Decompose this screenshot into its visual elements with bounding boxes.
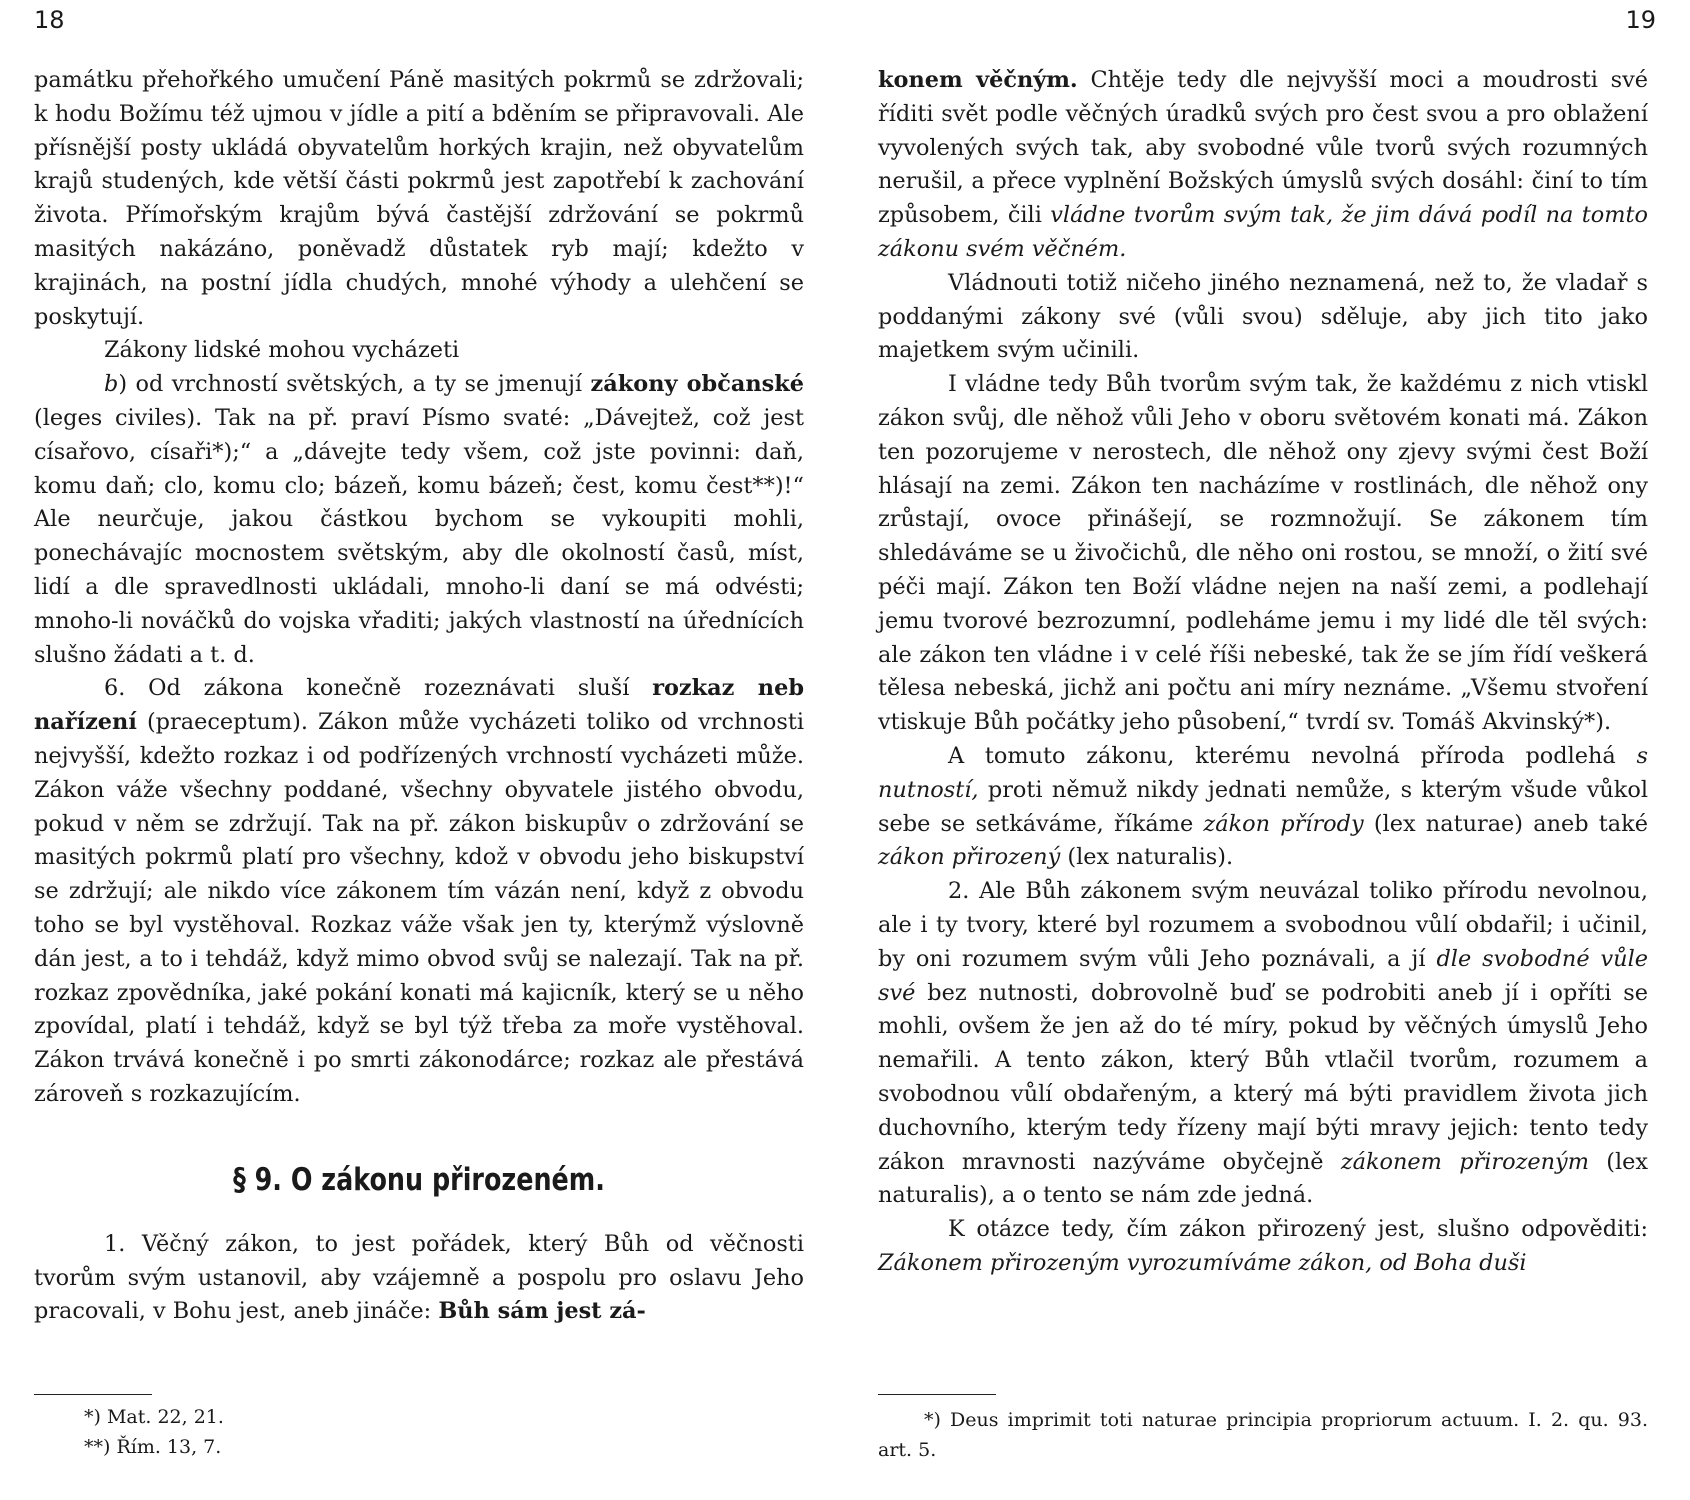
paragraph: 6. Od zákona konečně rozeznávati sluší rozkaz neb nařízení (praeceptum). Zákon může vycházeti toliko od vrchnosti nejvyšší, kdežto rozkaz i od podřízených vrchností vycházeti může. Zákon váže všechny poddané, všechny obyvatele jistého obvodu, pokud v něm se zdržují. Tak na př. zákon biskupův o zdržování se masitých pokrmů platí pro všechny, kdož v obvodu jeho biskupství se zdržují; ale nikdo více zákonem tím vázán není, když z obvodu toho se byl vystěhoval. Rozkaz váže však jen ty, kterýmž výslovně dán jest, a to i tehdáž, když mimo obvod svůj se nalezají. Tak na př. rozkaz zpovědníka, jaké pokání konati má kajicník, který se u něho zpovídal, platí i tehdáž, když se byl týž třeba za moře vystěhoval. Zákon trvává konečně i po smrti zákonodárce; rozkaz ale přestává zároveň s rozkazujícím. xyxy=(34,675,804,1107)
bold-term: konem věčným. xyxy=(878,67,1078,93)
paragraph: K otázce tedy, čím zákon přirozený jest, slušno odpověditi: Zákonem přirozeným vyrozumíváme zákon, od Boha duši xyxy=(878,1216,1648,1276)
paragraph: Zákony lidské mohou vycházeti xyxy=(104,337,460,364)
right-page-column xyxy=(878,64,1648,1281)
page-number-right: 19 xyxy=(1625,6,1656,34)
bold-term: zákony občanské xyxy=(590,371,804,398)
left-page-after-heading xyxy=(34,1228,804,1329)
footnote: **) Řím. 13, 7. xyxy=(84,1436,222,1458)
footnote-rule-left xyxy=(34,1394,152,1395)
footnotes-left xyxy=(34,1402,434,1462)
footnotes-right xyxy=(878,1405,1648,1465)
paragraph: památku přehořkého umučení Páně masitých pokrmů se zdržovali; k hodu Božímu též ujmou v jídle a pití a bděním se připravovali. Ale přísnější posty ukládá obyvatelům horkých krajin, než obyvatelům krajů studených, kde větší části pokrmů jest zapotřebí k zachování života. Přímořským krajům bývá častější zdržování se pokrmů masitých nakázáno, poněvadž důstatek ryb mají; kdežto v krajinách, na postní jídla chudých, mnohé výhody a ulehčení se poskytují. xyxy=(34,67,804,330)
paragraph: I vládne tedy Bůh tvorům svým tak, že každému z nich vtiskl zákon svůj, dle něhož vůli Jeho v oboru světovém konati má. Zákon ten pozorujeme v nerostech, dle něhož ony zjevy svými čest Boží hlásají na zemi. Zákon ten nacházíme v rostlinách, dle něhož ony zrůstají, ovoce přinášejí, se rozmnožují. Se zákonem tím shledáváme se u živočichů, dle něho oni rostou, se množí, o žití své péči mají. Zákon ten Boží vládne nejen na naší zemi, a podlehají jemu tvorové bezrozumní, podleháme jemu i my lidé dle těl svých: ale zákon ten vládne i v celé říši nebeské, tak že se jím řídí veškerá tělesa nebeská, jichž ani počtu ani míry neznáme. „Všemu stvoření vtiskuje Bůh počátky jeho působení,“ tvrdí sv. Tomáš Akvinský*). xyxy=(878,371,1648,736)
italic-term: s nutností, xyxy=(878,742,1648,803)
footnote-rule-right xyxy=(878,1394,996,1395)
bold-term: Bůh sám jest zá- xyxy=(438,1298,646,1325)
italic-term: dle svobodné vůle své xyxy=(878,945,1649,1006)
italic-term: vládne tvorům svým tak, že jim dává podíl na tomto zákonu svém věčném. xyxy=(878,202,1648,262)
footnote: *) Deus imprimit toti naturae principia propriorum actuum. I. 2. qu. 93. art. 5. xyxy=(878,1409,1648,1461)
paragraph: b) od vrchností světských, a ty se jmenují zákony občanské (leges civiles). Tak na př. praví Písmo svaté: „Dávejtež, což jest císařovo, císaři*);“ a „dávejte tedy všem, což jste povinni: daň, komu daň; clo, komu clo; bázeň, komu bázeň; čest, komu čest**)!“ Ale neurčuje, jakou částkou bychom se vykoupiti mohli, ponechávajíc mocnostem světským, aby dle okolností časů, míst, lidí a dle spravedlnosti ukládali, mnoho-li daní se má odvésti; mnoho-li nováčků do vojska vřaditi; jakých vlastností na úřednících slušno žádati a t. d. xyxy=(34,371,804,668)
italic-term: zákon přirozený xyxy=(878,844,1061,871)
paragraph: 2. Ale Bůh zákonem svým neuvázal toliko přírodu nevolnou, ale i ty tvory, které byl rozumem a svobodnou vůlí obdařil; i učinil, by oni rozumem svým vůli Jeho poznávali, a jí dle svobodné vůle své bez nutnosti, dobrovolně buď se podrobiti aneb jí i opříti se mohli, ovšem že jen až do té míry, pokud by věčných úmyslů Jeho nemařili. A tento zákon, který Bůh vtlačil tvorům, rozumem a svobodnou vůlí obdařeným, a který má býti pravidlem života jich duchovního, kterým tedy řízeny mají býti mravy jejich: tento tedy zákon mravnosti nazýváme obyčejně zákonem přirozeným (lex naturalis), a o tento se nám zde jedná. xyxy=(878,878,1649,1209)
italic-term: b xyxy=(104,371,119,398)
page-number-left: 18 xyxy=(34,6,65,34)
paragraph: 1. Věčný zákon, to jest pořádek, který Bůh od věčnosti tvorům svým ustanovil, aby vzájemně a pospolu pro oslavu Jeho pracovali, v Bohu jest, aneb jináče: Bůh sám jest zá- xyxy=(34,1230,804,1325)
bold-term: rozkaz neb nařízení xyxy=(34,675,804,736)
paragraph: Vládnouti totiž ničeho jiného neznamená, než to, že vladař s poddanými zákony své (vůli svou) sděluje, aby jich tito jako majetkem svým učinili. xyxy=(878,269,1648,364)
left-page-body xyxy=(34,64,804,1112)
paragraph: A tomuto zákonu, kterému nevolná příroda podlehá s nutností, proti němuž nikdy jednati nemůže, s kterým všude vůkol sebe se setkáváme, říkáme zákon přírody (lex naturae) aneb také zákon přirozený (lex naturalis). xyxy=(878,742,1648,871)
left-page-column xyxy=(34,64,804,1329)
italic-term: zákon přírody xyxy=(1203,810,1364,837)
footnote: *) Mat. 22, 21. xyxy=(84,1406,224,1428)
italic-term: Zákonem přirozeným vyrozumíváme zákon, od Boha duši xyxy=(878,1249,1527,1276)
paragraph: konem věčným. Chtěje tedy dle nejvyšší moci a moudrosti své říditi svět podle věčných úradků svých pro čest svou a pro oblažení vyvolených svých tak, aby svobodné vůle tvorů svých rozumných nerušil, a přece vyplnění Božských úmyslů svých dosáhl: činí to tím způsobem, čili vládne tvorům svým tak, že jim dává podíl na tomto zákonu svém věčném. xyxy=(878,67,1648,262)
right-page-body xyxy=(878,64,1648,1281)
section-heading: § 9. O zákonu přirozeném. xyxy=(233,1161,605,1198)
italic-term: zákonem přirozeným xyxy=(1340,1148,1589,1175)
